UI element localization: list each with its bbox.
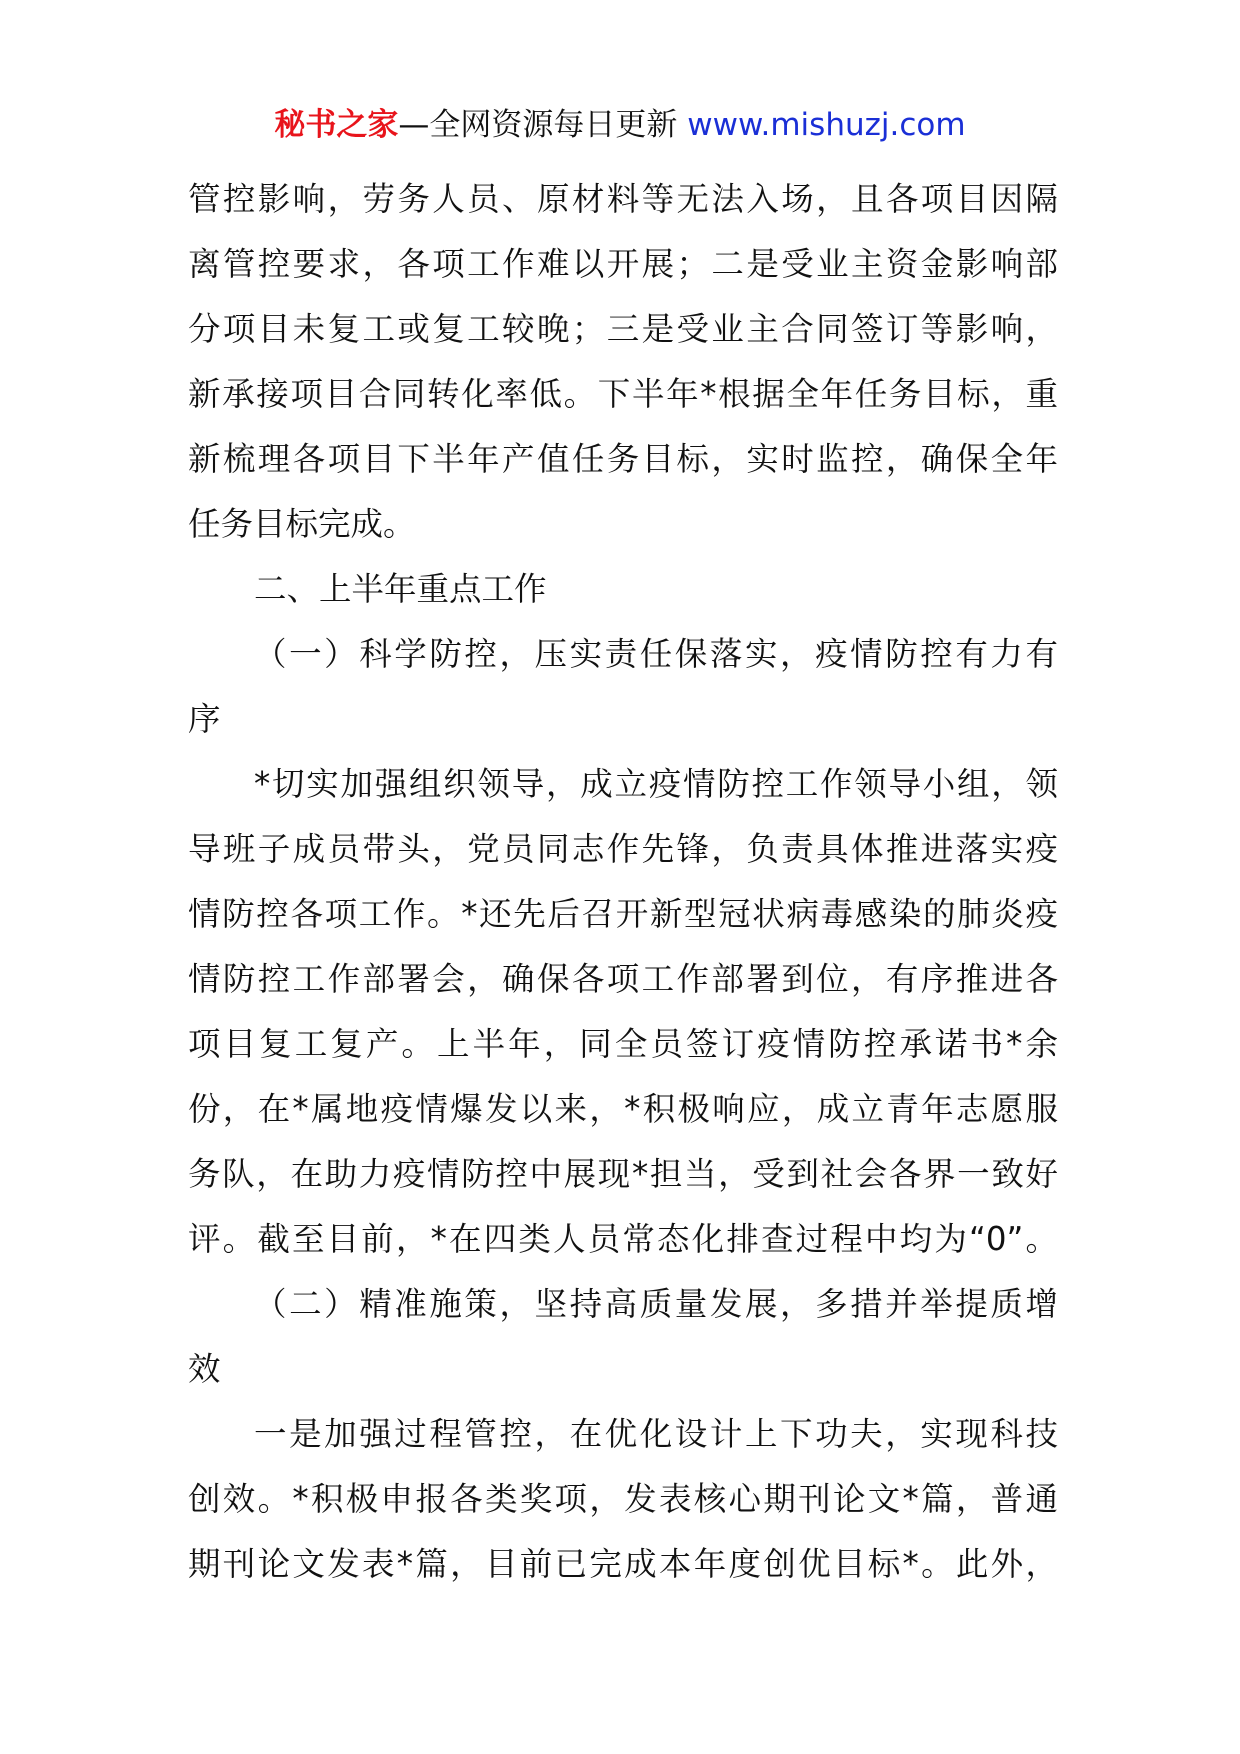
body-line: 离管控要求，各项工作难以开展；二是受业主资金影响部 [188,245,1058,283]
body-line: 创效。*积极申报各类奖项，发表核心期刊论文*篇，普通 [188,1480,1058,1518]
body-line: 一是加强过程管控，在优化设计上下功夫，实现科技 [254,1415,1058,1453]
subsection-heading-cont: 序 [188,700,221,738]
body-line: 情防控各项工作。*还先后召开新型冠状病毒感染的肺炎疫 [188,895,1058,933]
subsection-heading-cont: 效 [188,1350,221,1388]
body-line: 任务目标完成。 [188,505,416,543]
body-line: 新梳理各项目下半年产值任务目标，实时监控，确保全年 [188,440,1058,478]
subsection-heading: （一）科学防控，压实责任保落实，疫情防控有力有 [254,635,1058,673]
body-line: 项目复工复产。上半年，同全员签订疫情防控承诺书*余 [188,1025,1058,1063]
body-line: 分项目未复工或复工较晚；三是受业主合同签订等影响， [188,310,1058,348]
body-line: 导班子成员带头，党员同志作先锋，负责具体推进落实疫 [188,830,1058,868]
body-line: *切实加强组织领导，成立疫情防控工作领导小组，领 [254,765,1058,803]
header-tagline: —全网资源每日更新 [398,107,688,143]
body-line: 评。截至目前，*在四类人员常态化排查过程中均为“0”。 [188,1220,1058,1258]
brand-name: 秘书之家 [274,107,399,143]
document-body [188,167,1058,1597]
body-line: 新承接项目合同转化率低。下半年*根据全年任务目标，重 [188,375,1058,413]
subsection-heading: （二）精准施策，坚持高质量发展，多措并举提质增 [254,1285,1058,1323]
body-line: 务队，在助力疫情防控中展现*担当，受到社会各界一致好 [188,1155,1058,1193]
body-line: 份，在*属地疫情爆发以来，*积极响应，成立青年志愿服 [188,1090,1058,1128]
section-heading: 二、上半年重点工作 [254,570,547,608]
body-line: 管控影响，劳务人员、原材料等无法入场，且各项目因隔 [188,180,1058,218]
body-line: 期刊论文发表*篇，目前已完成本年度创优目标*。此外， [188,1545,1058,1583]
page-header [0,103,1240,147]
website-link[interactable]: www.mishuzj.com [687,107,966,143]
body-line: 情防控工作部署会，确保各项工作部署到位，有序推进各 [188,960,1058,998]
